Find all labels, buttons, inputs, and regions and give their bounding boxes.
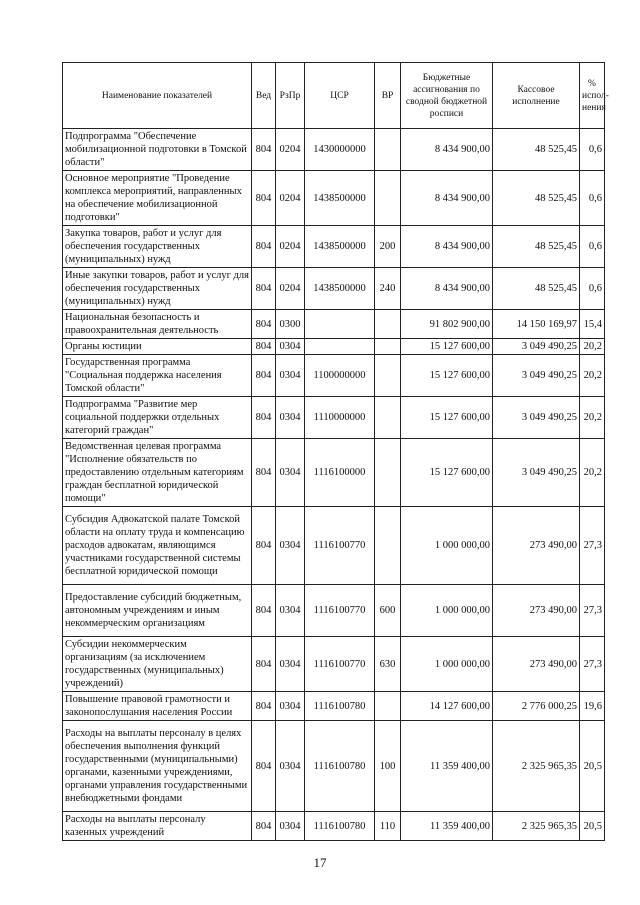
cell-cash: 273 490,00 [493,585,580,637]
cell-cash: 48 525,45 [493,226,580,268]
cell-vr: 630 [375,637,401,692]
cell-vr [375,129,401,171]
table-body [63,129,605,841]
header-budget: Бюджетные ассигнования по сводной бюджетной росписи [401,63,493,129]
table-row [63,439,605,507]
table-row [63,129,605,171]
cell-budget: 8 434 900,00 [401,226,493,268]
cell-csr [305,310,375,339]
cell-pct: 20,2 [580,397,605,439]
cell-pct: 0,6 [580,171,605,226]
cell-name: Предоставление субсидий бюджетным, автономным учреждениям и иным некоммерческим организациям [63,585,252,637]
cell-budget: 1 000 000,00 [401,585,493,637]
cell-csr: 1438500000 [305,268,375,310]
cell-name: Иные закупки товаров, работ и услуг для обеспечения государственных (муниципальных) нужд [63,268,252,310]
cell-rzpr: 0204 [276,129,305,171]
cell-rzpr: 0304 [276,397,305,439]
cell-budget: 1 000 000,00 [401,637,493,692]
cell-pct: 20,5 [580,812,605,841]
header-csr: ЦСР [305,63,375,129]
table-row [63,339,605,355]
table-row [63,397,605,439]
cell-ved: 804 [252,129,276,171]
cell-cash: 3 049 490,25 [493,439,580,507]
cell-ved: 804 [252,439,276,507]
cell-ved: 804 [252,339,276,355]
table-row [63,721,605,812]
cell-name: Расходы на выплаты персоналу в целях обеспечения выполнения функций государственными (муниципальными) органами, казенными учреждениями, органами управления государственными внебюджетными фондами [63,721,252,812]
cell-cash: 14 150 169,97 [493,310,580,339]
header-row [63,63,605,129]
cell-budget: 1 000 000,00 [401,507,493,585]
cell-budget: 15 127 600,00 [401,439,493,507]
cell-vr: 200 [375,226,401,268]
cell-pct: 27,3 [580,637,605,692]
cell-csr: 1116100770 [305,585,375,637]
cell-ved: 804 [252,812,276,841]
cell-name: Основное мероприятие "Проведение комплекса мероприятий, направленных на обеспечение мобилизационной подготовки" [63,171,252,226]
cell-rzpr: 0304 [276,692,305,721]
table-row [63,637,605,692]
cell-budget: 11 359 400,00 [401,721,493,812]
cell-pct: 15,4 [580,310,605,339]
cell-cash: 3 049 490,25 [493,355,580,397]
cell-cash: 48 525,45 [493,129,580,171]
cell-rzpr: 0300 [276,310,305,339]
cell-rzpr: 0304 [276,585,305,637]
cell-pct: 20,2 [580,339,605,355]
cell-pct: 27,3 [580,507,605,585]
cell-vr [375,355,401,397]
table-row [63,585,605,637]
cell-rzpr: 0304 [276,355,305,397]
cell-budget: 91 802 900,00 [401,310,493,339]
cell-ved: 804 [252,721,276,812]
cell-pct: 0,6 [580,129,605,171]
cell-budget: 8 434 900,00 [401,129,493,171]
cell-name: Национальная безопасность и правоохранительная деятельность [63,310,252,339]
cell-rzpr: 0304 [276,812,305,841]
cell-rzpr: 0304 [276,637,305,692]
cell-pct: 0,6 [580,268,605,310]
cell-cash: 48 525,45 [493,171,580,226]
cell-cash: 2 776 000,25 [493,692,580,721]
cell-name: Подпрограмма "Обеспечение мобилизационной подготовки в Томской области" [63,129,252,171]
cell-name: Органы юстиции [63,339,252,355]
cell-vr [375,171,401,226]
cell-pct: 20,2 [580,439,605,507]
cell-ved: 804 [252,355,276,397]
cell-pct: 27,3 [580,585,605,637]
cell-rzpr: 0304 [276,339,305,355]
cell-vr [375,692,401,721]
cell-rzpr: 0304 [276,439,305,507]
table-row [63,171,605,226]
cell-cash: 273 490,00 [493,637,580,692]
cell-csr: 1438500000 [305,171,375,226]
cell-vr: 240 [375,268,401,310]
table-row [63,812,605,841]
cell-ved: 804 [252,585,276,637]
cell-name: Повышение правовой грамотности и законопослушания населения России [63,692,252,721]
header-vr: ВР [375,63,401,129]
cell-cash: 2 325 965,35 [493,812,580,841]
cell-budget: 15 127 600,00 [401,397,493,439]
cell-rzpr: 0204 [276,171,305,226]
header-name: Наименование показателей [63,63,252,129]
cell-vr [375,507,401,585]
cell-csr: 1116100780 [305,812,375,841]
cell-budget: 15 127 600,00 [401,355,493,397]
header-cash: Кассовое исполнение [493,63,580,129]
cell-csr: 1116100770 [305,637,375,692]
cell-pct: 19,6 [580,692,605,721]
cell-name: Подпрограмма "Развитие мер социальной поддержки отдельных категорий граждан" [63,397,252,439]
cell-name: Ведомственная целевая программа "Исполнение обязательств по предоставлению отдельным категориям граждан бесплатной юридической помощи" [63,439,252,507]
cell-csr: 1116100780 [305,692,375,721]
cell-csr: 1100000000 [305,355,375,397]
cell-budget: 8 434 900,00 [401,268,493,310]
table-row [63,355,605,397]
table-row [63,507,605,585]
budget-table [62,62,609,841]
cell-csr: 1430000000 [305,129,375,171]
cell-vr [375,397,401,439]
cell-ved: 804 [252,171,276,226]
cell-vr: 100 [375,721,401,812]
cell-csr: 1438500000 [305,226,375,268]
cell-budget: 8 434 900,00 [401,171,493,226]
table-row [63,692,605,721]
cell-csr: 1116100000 [305,439,375,507]
cell-rzpr: 0304 [276,507,305,585]
table-row [63,310,605,339]
cell-rzpr: 0204 [276,226,305,268]
cell-cash: 3 049 490,25 [493,397,580,439]
cell-cash: 48 525,45 [493,268,580,310]
header-rzpr: РзПр [276,63,305,129]
cell-vr: 600 [375,585,401,637]
header-pct: % испол-нения [580,63,605,129]
cell-budget: 15 127 600,00 [401,339,493,355]
cell-csr: 1116100770 [305,507,375,585]
cell-ved: 804 [252,397,276,439]
table-row [63,268,605,310]
cell-pct: 0,6 [580,226,605,268]
cell-ved: 804 [252,507,276,585]
cell-csr: 1116100780 [305,721,375,812]
cell-ved: 804 [252,637,276,692]
cell-vr: 110 [375,812,401,841]
cell-ved: 804 [252,268,276,310]
page-number: 17 [313,855,327,870]
cell-cash: 3 049 490,25 [493,339,580,355]
table-row [63,226,605,268]
cell-budget: 11 359 400,00 [401,812,493,841]
header-ved: Вед [252,63,276,129]
cell-csr [305,339,375,355]
cell-vr [375,310,401,339]
cell-rzpr: 0204 [276,268,305,310]
cell-cash: 2 325 965,35 [493,721,580,812]
cell-rzpr: 0304 [276,721,305,812]
cell-name: Субсидии некоммерческим организациям (за исключением государственных (муниципальных) учреждений) [63,637,252,692]
cell-csr: 1110000000 [305,397,375,439]
cell-name: Расходы на выплаты персоналу казенных учреждений [63,812,252,841]
cell-pct: 20,5 [580,721,605,812]
cell-name: Субсидия Адвокатской палате Томской области на оплату труда и компенсацию расходов адвокатам, являющимся участниками государственной системы бесплатной юридической помощи [63,507,252,585]
cell-vr [375,439,401,507]
cell-ved: 804 [252,692,276,721]
cell-ved: 804 [252,310,276,339]
cell-pct: 20,2 [580,355,605,397]
cell-name: Закупка товаров, работ и услуг для обеспечения государственных (муниципальных) нужд [63,226,252,268]
cell-ved: 804 [252,226,276,268]
cell-cash: 273 490,00 [493,507,580,585]
cell-budget: 14 127 600,00 [401,692,493,721]
cell-vr [375,339,401,355]
cell-name: Государственная программа "Социальная поддержка населения Томской области" [63,355,252,397]
